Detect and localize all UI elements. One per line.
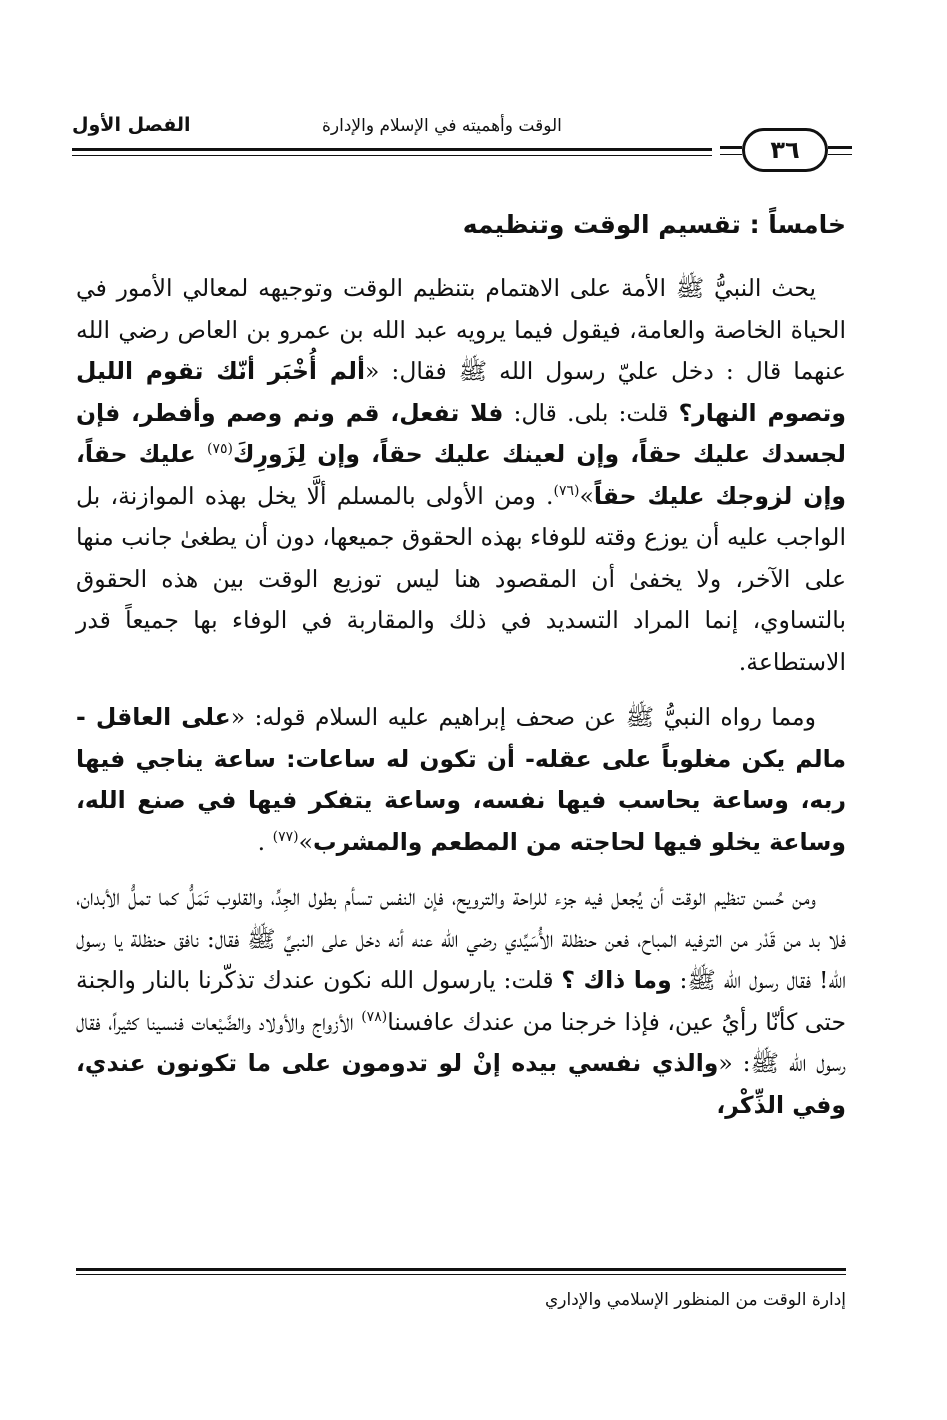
book-title: الوقت وأهميته في الإسلام والإدارة <box>322 116 562 136</box>
paragraph-text: » <box>579 481 594 510</box>
footnote-marker: (٧٦) <box>553 482 580 499</box>
quoted-hadith-text: والذي نفسي بيده إنْ لو تدومون على ما تكونون عندي، وفي الذِّكْر، <box>76 1049 846 1119</box>
footnote-marker: (٧٧) <box>272 828 299 845</box>
paragraph-text: الأزواج والأولاد والضَّيْعات فنسينا كثيراً، فقال رسول الله ﷺ: « <box>76 1007 846 1077</box>
footnote-marker: (٧٨) <box>361 1008 388 1025</box>
paragraph-text: . ومن الأولى بالمسلم ألَّا يخل بهذه الموازنة، بل الواجب عليه أن يوزع وقته للوفاء بهذه الحقوق جميعها، دون أن يطغىٰ جانب منها على الآخر، ولا يخفىٰ أن المقصود هنا ليس توزيع الوقت بين هذه الحقوق بالتساوي، إنما المراد التسديد في ذلك والمقاربة في الوفاء بها جميعاً قدر الاستطاعة. <box>76 481 846 676</box>
quoted-hadith-text: على العاقل - مالم يكن مغلوباً على عقله- أن تكون له ساعات: ساعة يناجي فيها ربه، وساعة يحاسب فيها نفسه، وساعة يتفكر فيها في صنع الله، وساعة يخلو فيها لحاجته من المطعم والمشرب <box>76 703 846 856</box>
page-number-connector <box>828 146 852 149</box>
page-number-connector <box>828 154 852 155</box>
paragraph-text: ومن حُسن تنظيم الوقت أن يُجعل فيه جزء للراحة والترويح، فإن النفس تسأم بطول الجِدِّ، والقلوب تَمَلُّ كما تملُّ الأبدان، فلا بد من قَدْر من الترفيه المباح، فعن حنظلة الأُسَيِّدي رضي الله عنه أنه دخل على النبيِّ ﷺ فقال: نافق حنظلة يا رسول الله! فقال رسول الله ﷺ: <box>76 883 846 994</box>
quoted-hadith-text: ألم أُخْبَر أنّك تقوم الليل وتصوم النهار؟ <box>76 357 846 427</box>
page-number-connector <box>720 146 742 149</box>
paragraph-text: قلت: يارسول الله نكون عندك تذكّرنا بالنار والجنة حتى كأنّا رأيُ عين، فإذا خرجنا من عندك عافسنا <box>76 966 846 1036</box>
paragraph-text: . <box>257 827 273 856</box>
book-series-title: إدارة الوقت من المنظور الإسلامي والإداري <box>544 1290 846 1310</box>
header-rule-thick <box>72 148 712 151</box>
paragraph-text: ومما رواه النبيُّ ﷺ عن صحف إبراهيم عليه السلام قوله: « <box>230 703 816 731</box>
body-paragraph <box>76 268 846 683</box>
body-paragraph <box>76 697 846 863</box>
chapter-title: الفصل الأول <box>72 114 191 136</box>
header-rule-thin <box>72 155 712 156</box>
paragraph-text: قلت: بلى. قال: <box>503 398 679 427</box>
page-number-connector <box>720 154 742 155</box>
paragraph-list <box>76 268 846 1126</box>
page-number: ٣٦ <box>742 128 828 172</box>
footer-rule-thick <box>76 1268 846 1271</box>
footer-rule-thin <box>76 1274 846 1275</box>
quoted-hadith-text: وما ذاك ؟ <box>561 966 672 994</box>
quoted-hadith-text: عليك حقاً، وإن لزوجك عليك حقاً <box>76 440 846 510</box>
page-body <box>76 200 846 1140</box>
page-header <box>72 110 852 176</box>
paragraph-text: » <box>298 827 313 856</box>
footnote-marker: (٧٥) <box>207 441 233 458</box>
section-heading: خامساً : تقسيم الوقت وتنظيمه <box>462 210 846 239</box>
paragraph-text: يحث النبيُّ ﷺ الأمة على الاهتمام بتنظيم الوقت وتوجيهه لمعالي الأمور في الحياة الخاصة والعامة، فيقول فيما يرويه عبد الله بن عمرو بن العاص رضي الله عنهما قال : دخل عليّ رسول الله ﷺ فقال: « <box>76 274 846 385</box>
quoted-hadith-text: فلا تفعل، قم ونم وصم وأفطر، فإن لجسدك عليك حقاً، وإن لعينك عليك حقاً، وإن لِزَورِكَ <box>76 398 846 468</box>
body-paragraph <box>76 877 846 1126</box>
